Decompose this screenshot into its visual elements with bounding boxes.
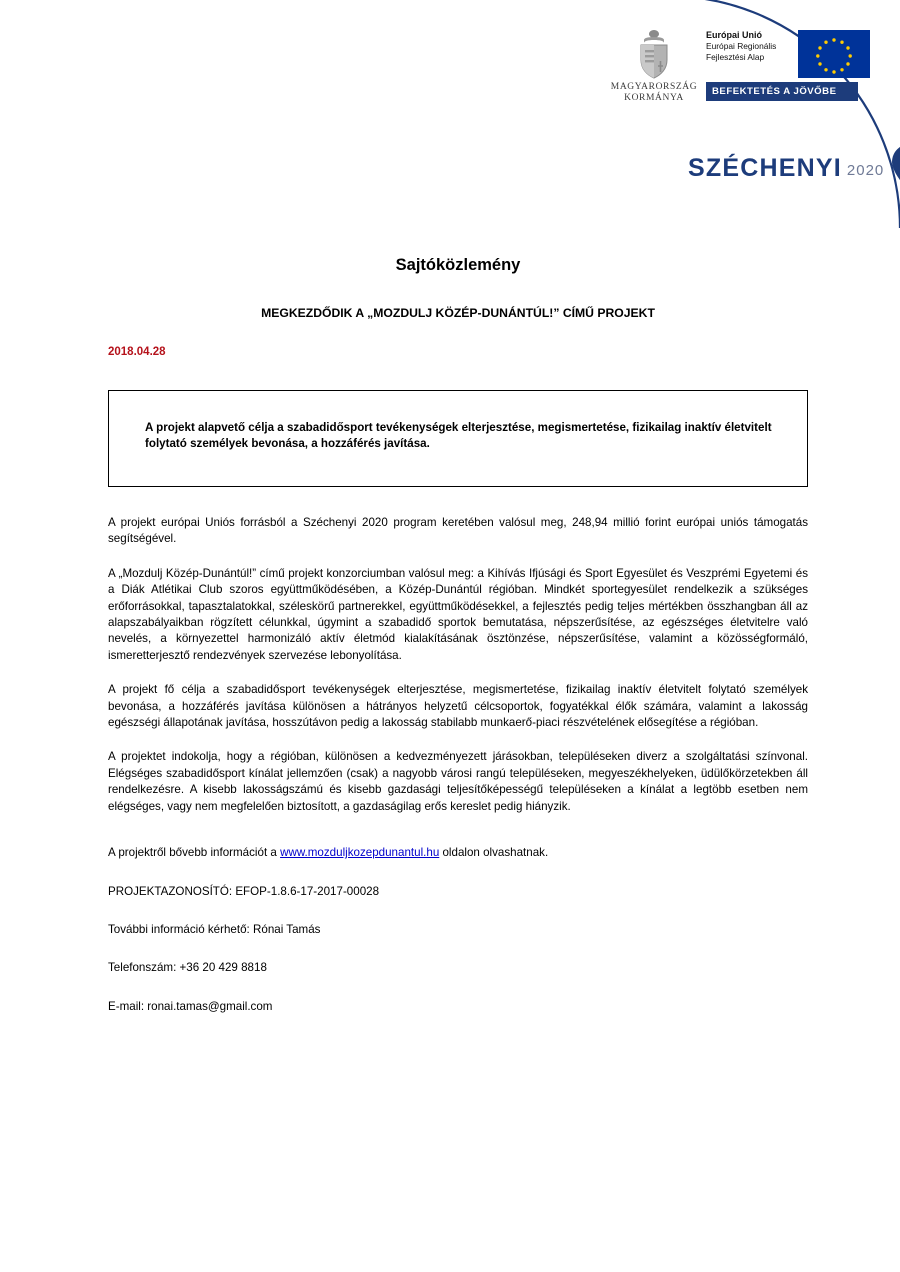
hungarian-coat-of-arms-icon xyxy=(631,26,677,82)
highlight-text: A projekt alapvető célja a szabadidősport tevékenységek elterjesztése, megismertetése, fizikailag inaktív életvitelt folytató személyek bevonása, a hozzáférés javítása. xyxy=(145,421,772,450)
eu-logo-block xyxy=(706,30,870,101)
paragraph-2: A „Mozdulj Közép-Dunántúl!” című projekt konzorciumban valósul meg: a Kihívás Ifjúsági és Sport Egyesület és Veszprémi Egyetemi és a Diák Atlétikai Club szoros együttműködésében, a Közép-Dunántúl régióban. Mindkét sportegyesület rendelkezik a szükséges erőforrásokkal, tapasztalatokkal, széleskörű partnerekkel, együttműködésekkel, a fejlesztés pedig teljes mértékben összhangban áll az alapszabályaikban rögzített célunkkal, úgymint a szabadidő sportok bemutatása, népszerűsítése, az egészséges életvitelre való nevelés, a környezettel harmonizáló aktív életmód kialakításának ösztönzése, népszerűsítése, valamint a közösségformáló, ismeretterjesztő rendezvények szervezése lebonyolítása. xyxy=(108,566,808,662)
eu-line2: Európai Regionális xyxy=(706,41,777,51)
contact-phone: Telefonszám: +36 20 429 8818 xyxy=(108,961,267,975)
project-website-link[interactable]: www.mozduljkozepdunantul.hu xyxy=(280,846,440,860)
publication-date: 2018.04.28 xyxy=(108,346,166,358)
szechenyi-2020-logo xyxy=(688,142,900,194)
document-header xyxy=(0,0,900,232)
link-suffix-text: oldalon olvashatnak. xyxy=(439,846,549,860)
eu-fund-text xyxy=(706,30,798,63)
eu-investment-badge: BEFEKTETÉS A JÖVŐBE xyxy=(706,82,858,101)
szechenyi-year: 2020 xyxy=(846,162,885,179)
eu-stars xyxy=(798,30,870,78)
government-logo xyxy=(606,26,702,104)
document-body xyxy=(108,256,808,1015)
eu-line3: Fejlesztési Alap xyxy=(706,52,765,62)
paragraph-3: A projekt fő célja a szabadidősport tevékenységek elterjesztése, megismertetése, fizikailag inaktív életvitelt folytató személyek bevonása, a hozzáférés javítása különösen a hátrányos helyzetű célcsoportok, fogyatékkal élők számára, valamint a lakosság egészségi állapotának javítása, hosszútávon pedig a lakosság stabilabb munkaerő-piaci részvételének elősegítése a régióban. xyxy=(108,683,808,730)
map-pin-icon xyxy=(890,142,900,194)
contact-email: E-mail: ronai.tamas@gmail.com xyxy=(108,999,273,1013)
page-subtitle: MEGKEZDŐDIK A „MOZDULJ KÖZÉP-DUNÁNTÚL!” CÍMŰ PROJEKT xyxy=(261,306,655,320)
eu-line1: Európai Unió xyxy=(706,30,762,40)
government-logo-line1: MAGYARORSZÁG xyxy=(610,82,698,92)
page-title: Sajtóközlemény xyxy=(395,256,521,274)
link-prefix-text: A projektről bővebb információt a xyxy=(108,846,281,860)
government-logo-line2: KORMÁNYA xyxy=(624,93,684,103)
szechenyi-wordmark: SZÉCHENYI xyxy=(688,153,842,182)
contact-person: További információ kérhető: Rónai Tamás xyxy=(108,922,321,936)
eu-flag-icon xyxy=(798,30,870,78)
link-paragraph xyxy=(108,845,808,861)
project-identifier: PROJEKTAZONOSÍTÓ: EFOP-1.8.6-17-2017-00028 xyxy=(108,884,380,898)
highlight-box xyxy=(108,390,808,487)
paragraph-4: A projektet indokolja, hogy a régióban, különösen a kedvezményezett járásokban, településeken diverz a szolgáltatási színvonal. Elégséges szabadidősport kínálat jellemzően (csak) a nagyobb városi rangú településeken, megyeszékhelyeken, üdülőkörzetekben áll rendelkezésre. A kisebb lakosságszámú és kisebb gazdasági teljesítőképességű településeken a kínálat a legtöbb esetben nem elégséges, vagy nem megfelelően biztosított, a gazdaságilag erős kereslet pedig hiányzik. xyxy=(108,750,808,813)
paragraph-1: A projekt európai Uniós forrásból a Széchenyi 2020 program keretében valósul meg, 248,94 millió forint európai uniós támogatás segítségével. xyxy=(108,516,808,546)
